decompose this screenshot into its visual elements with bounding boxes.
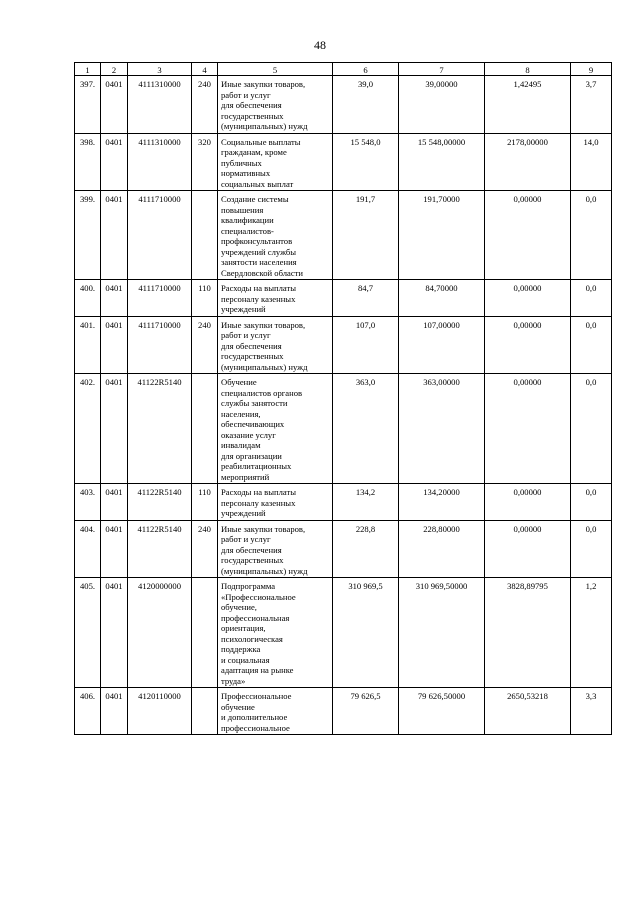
section-code-cell: 0401 xyxy=(101,316,128,374)
expense-type-cell xyxy=(192,191,218,280)
execution-percent-cell: 1,2 xyxy=(571,578,612,688)
execution-percent-cell: 14,0 xyxy=(571,133,612,191)
planned-amount-cell: 107,0 xyxy=(333,316,399,374)
table-row xyxy=(75,280,612,317)
column-header-8: 8 xyxy=(485,63,571,76)
table-row xyxy=(75,688,612,735)
execution-percent-cell: 0,0 xyxy=(571,484,612,521)
execution-percent-cell: 0,0 xyxy=(571,280,612,317)
table-body xyxy=(75,76,612,735)
expense-type-cell xyxy=(192,578,218,688)
column-header-6: 6 xyxy=(333,63,399,76)
executed-amount-cell: 0,00000 xyxy=(485,191,571,280)
row-number-cell: 402. xyxy=(75,374,101,484)
table-row xyxy=(75,578,612,688)
section-code-cell: 0401 xyxy=(101,191,128,280)
planned-amount-cell: 191,7 xyxy=(333,191,399,280)
description-cell: Создание системы повышения квалификации специалистов- профконсультантов учреждений службы занятости населения Свердловской области xyxy=(218,191,333,280)
target-article-cell: 4111310000 xyxy=(128,76,192,134)
page-number: 48 xyxy=(314,38,326,52)
target-article-cell: 41122R5140 xyxy=(128,520,192,578)
table-row xyxy=(75,520,612,578)
table-row xyxy=(75,191,612,280)
executed-amount-cell: 0,00000 xyxy=(485,484,571,521)
column-header-9: 9 xyxy=(571,63,612,76)
row-number-cell: 399. xyxy=(75,191,101,280)
execution-percent-cell: 3,7 xyxy=(571,76,612,134)
approved-amount-cell: 107,00000 xyxy=(399,316,485,374)
target-article-cell: 4111710000 xyxy=(128,280,192,317)
description-cell: Обучение специалистов органов службы занятости населения, обеспечивающих оказание услуг инвалидам для организации реабилитационных мероприятий xyxy=(218,374,333,484)
approved-amount-cell: 84,70000 xyxy=(399,280,485,317)
section-code-cell: 0401 xyxy=(101,374,128,484)
planned-amount-cell: 134,2 xyxy=(333,484,399,521)
section-code-cell: 0401 xyxy=(101,280,128,317)
table-row xyxy=(75,374,612,484)
expense-type-cell: 110 xyxy=(192,484,218,521)
column-header-2: 2 xyxy=(101,63,128,76)
executed-amount-cell: 0,00000 xyxy=(485,316,571,374)
approved-amount-cell: 310 969,50000 xyxy=(399,578,485,688)
approved-amount-cell: 39,00000 xyxy=(399,76,485,134)
table-row xyxy=(75,133,612,191)
expense-type-cell: 240 xyxy=(192,316,218,374)
expense-type-cell: 320 xyxy=(192,133,218,191)
approved-amount-cell: 363,00000 xyxy=(399,374,485,484)
column-header-5: 5 xyxy=(218,63,333,76)
description-cell: Расходы на выплаты персоналу казенных учреждений xyxy=(218,280,333,317)
execution-percent-cell: 0,0 xyxy=(571,316,612,374)
execution-percent-cell: 0,0 xyxy=(571,191,612,280)
executed-amount-cell: 3828,89795 xyxy=(485,578,571,688)
expense-type-cell: 240 xyxy=(192,76,218,134)
target-article-cell: 4111710000 xyxy=(128,316,192,374)
planned-amount-cell: 15 548,0 xyxy=(333,133,399,191)
target-article-cell: 4120000000 xyxy=(128,578,192,688)
expense-type-cell: 240 xyxy=(192,520,218,578)
expense-type-cell xyxy=(192,374,218,484)
planned-amount-cell: 363,0 xyxy=(333,374,399,484)
target-article-cell: 4111710000 xyxy=(128,191,192,280)
planned-amount-cell: 310 969,5 xyxy=(333,578,399,688)
row-number-cell: 406. xyxy=(75,688,101,735)
section-code-cell: 0401 xyxy=(101,578,128,688)
table-row xyxy=(75,316,612,374)
row-number-cell: 397. xyxy=(75,76,101,134)
target-article-cell: 41122R5140 xyxy=(128,484,192,521)
section-code-cell: 0401 xyxy=(101,484,128,521)
execution-percent-cell: 0,0 xyxy=(571,374,612,484)
row-number-cell: 400. xyxy=(75,280,101,317)
target-article-cell: 41122R5140 xyxy=(128,374,192,484)
execution-percent-cell: 3,3 xyxy=(571,688,612,735)
row-number-cell: 401. xyxy=(75,316,101,374)
description-cell: Иные закупки товаров, работ и услуг для обеспечения государственных (муниципальных) нужд xyxy=(218,76,333,134)
target-article-cell: 4111310000 xyxy=(128,133,192,191)
target-article-cell: 4120110000 xyxy=(128,688,192,735)
approved-amount-cell: 134,20000 xyxy=(399,484,485,521)
column-header-4: 4 xyxy=(192,63,218,76)
expense-type-cell xyxy=(192,688,218,735)
planned-amount-cell: 39,0 xyxy=(333,76,399,134)
executed-amount-cell: 2650,53218 xyxy=(485,688,571,735)
section-code-cell: 0401 xyxy=(101,520,128,578)
budget-table xyxy=(74,62,612,735)
column-header-1: 1 xyxy=(75,63,101,76)
description-cell: Иные закупки товаров, работ и услуг для обеспечения государственных (муниципальных) нужд xyxy=(218,316,333,374)
description-cell: Социальные выплаты гражданам, кроме публичных нормативных социальных выплат xyxy=(218,133,333,191)
approved-amount-cell: 191,70000 xyxy=(399,191,485,280)
column-header-7: 7 xyxy=(399,63,485,76)
table-header-row xyxy=(75,63,612,76)
description-cell: Расходы на выплаты персоналу казенных учреждений xyxy=(218,484,333,521)
expense-type-cell: 110 xyxy=(192,280,218,317)
description-cell: Подпрограмма «Профессиональное обучение, профессиональная ориентация, психологическая поддержка и социальная адаптация на рынке труда» xyxy=(218,578,333,688)
planned-amount-cell: 228,8 xyxy=(333,520,399,578)
planned-amount-cell: 84,7 xyxy=(333,280,399,317)
column-header-3: 3 xyxy=(128,63,192,76)
description-cell: Профессиональное обучение и дополнительное профессиональное xyxy=(218,688,333,735)
executed-amount-cell: 1,42495 xyxy=(485,76,571,134)
approved-amount-cell: 15 548,00000 xyxy=(399,133,485,191)
planned-amount-cell: 79 626,5 xyxy=(333,688,399,735)
row-number-cell: 405. xyxy=(75,578,101,688)
row-number-cell: 403. xyxy=(75,484,101,521)
table-row xyxy=(75,76,612,134)
executed-amount-cell: 0,00000 xyxy=(485,374,571,484)
row-number-cell: 398. xyxy=(75,133,101,191)
section-code-cell: 0401 xyxy=(101,133,128,191)
executed-amount-cell: 2178,00000 xyxy=(485,133,571,191)
approved-amount-cell: 79 626,50000 xyxy=(399,688,485,735)
approved-amount-cell: 228,80000 xyxy=(399,520,485,578)
row-number-cell: 404. xyxy=(75,520,101,578)
executed-amount-cell: 0,00000 xyxy=(485,520,571,578)
table-row xyxy=(75,484,612,521)
executed-amount-cell: 0,00000 xyxy=(485,280,571,317)
section-code-cell: 0401 xyxy=(101,76,128,134)
section-code-cell: 0401 xyxy=(101,688,128,735)
description-cell: Иные закупки товаров, работ и услуг для обеспечения государственных (муниципальных) нужд xyxy=(218,520,333,578)
execution-percent-cell: 0,0 xyxy=(571,520,612,578)
